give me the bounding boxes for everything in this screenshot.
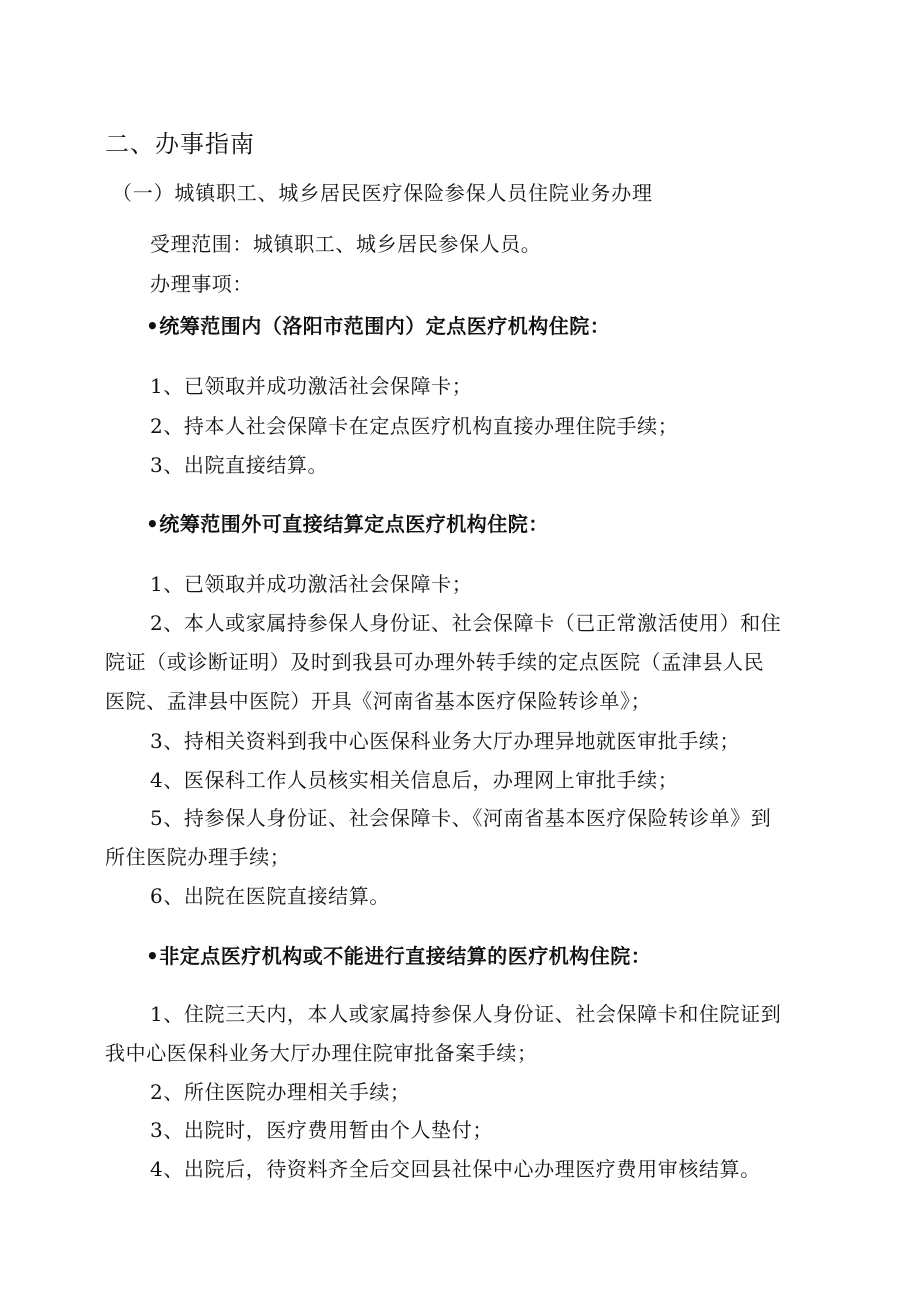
sec1-line: 1、已领取并成功激活社会保障卡； bbox=[150, 374, 473, 398]
sec3-line: 3、出院时，医疗费用暂由个人垫付； bbox=[150, 1118, 493, 1142]
sec1-line: 3、出院直接结算。 bbox=[150, 453, 329, 477]
sec2-line: 3、持相关资料到我中心医保科业务大厅办理异地就医审批手续； bbox=[150, 729, 741, 753]
sec3-heading: •非定点医疗机构或不能进行直接结算的医疗机构住院： bbox=[146, 944, 652, 968]
items-label: 办理事项： bbox=[150, 272, 253, 296]
scope-text: 受理范围：城镇职工、城乡居民参保人员。 bbox=[150, 232, 542, 256]
sec2-line: 院证（或诊断证明）及时到我县可办理外转手续的定点医院（孟津县人民 bbox=[105, 650, 765, 674]
sec2-line: 所住医院办理手续； bbox=[105, 845, 291, 869]
subsection-title: （一）城镇职工、城乡居民医疗保险参保人员住院业务办理 bbox=[112, 181, 653, 205]
sec3-line: 1、住院三天内，本人或家属持参保人身份证、社会保障卡和住院证到 bbox=[150, 1002, 782, 1026]
sec2-line: 医院、孟津县中医院）开具《河南省基本医疗保险转诊单》； bbox=[105, 689, 652, 713]
sec3-line: 2、所住医院办理相关手续； bbox=[150, 1080, 411, 1104]
sec3-line: 我中心医保科业务大厅办理住院审批备案手续； bbox=[105, 1041, 538, 1065]
sec2-heading: •统筹范围外可直接结算定点医疗机构住院： bbox=[146, 512, 549, 536]
sec2-line: 6、出院在医院直接结算。 bbox=[150, 884, 390, 908]
sec3-line: 4、出院后，待资料齐全后交回县社保中心办理医疗费用审核结算。 bbox=[150, 1157, 761, 1181]
sec2-line: 1、已领取并成功激活社会保障卡； bbox=[150, 572, 473, 596]
sec2-line: 2、本人或家属持参保人身份证、社会保障卡（已正常激活使用）和住 bbox=[150, 611, 782, 635]
sec1-line: 2、持本人社会保障卡在定点医疗机构直接办理住院手续； bbox=[150, 414, 679, 438]
sec1-heading: •统筹范围内（洛阳市范围内）定点医疗机构住院： bbox=[146, 314, 611, 338]
section-title: 二、办事指南 bbox=[105, 130, 255, 158]
sec2-line: 4、医保科工作人员核实相关信息后，办理网上审批手续； bbox=[150, 768, 679, 792]
sec2-line: 5、持参保人身份证、社会保障卡、《河南省基本医疗保险转诊单》到 bbox=[150, 806, 772, 830]
